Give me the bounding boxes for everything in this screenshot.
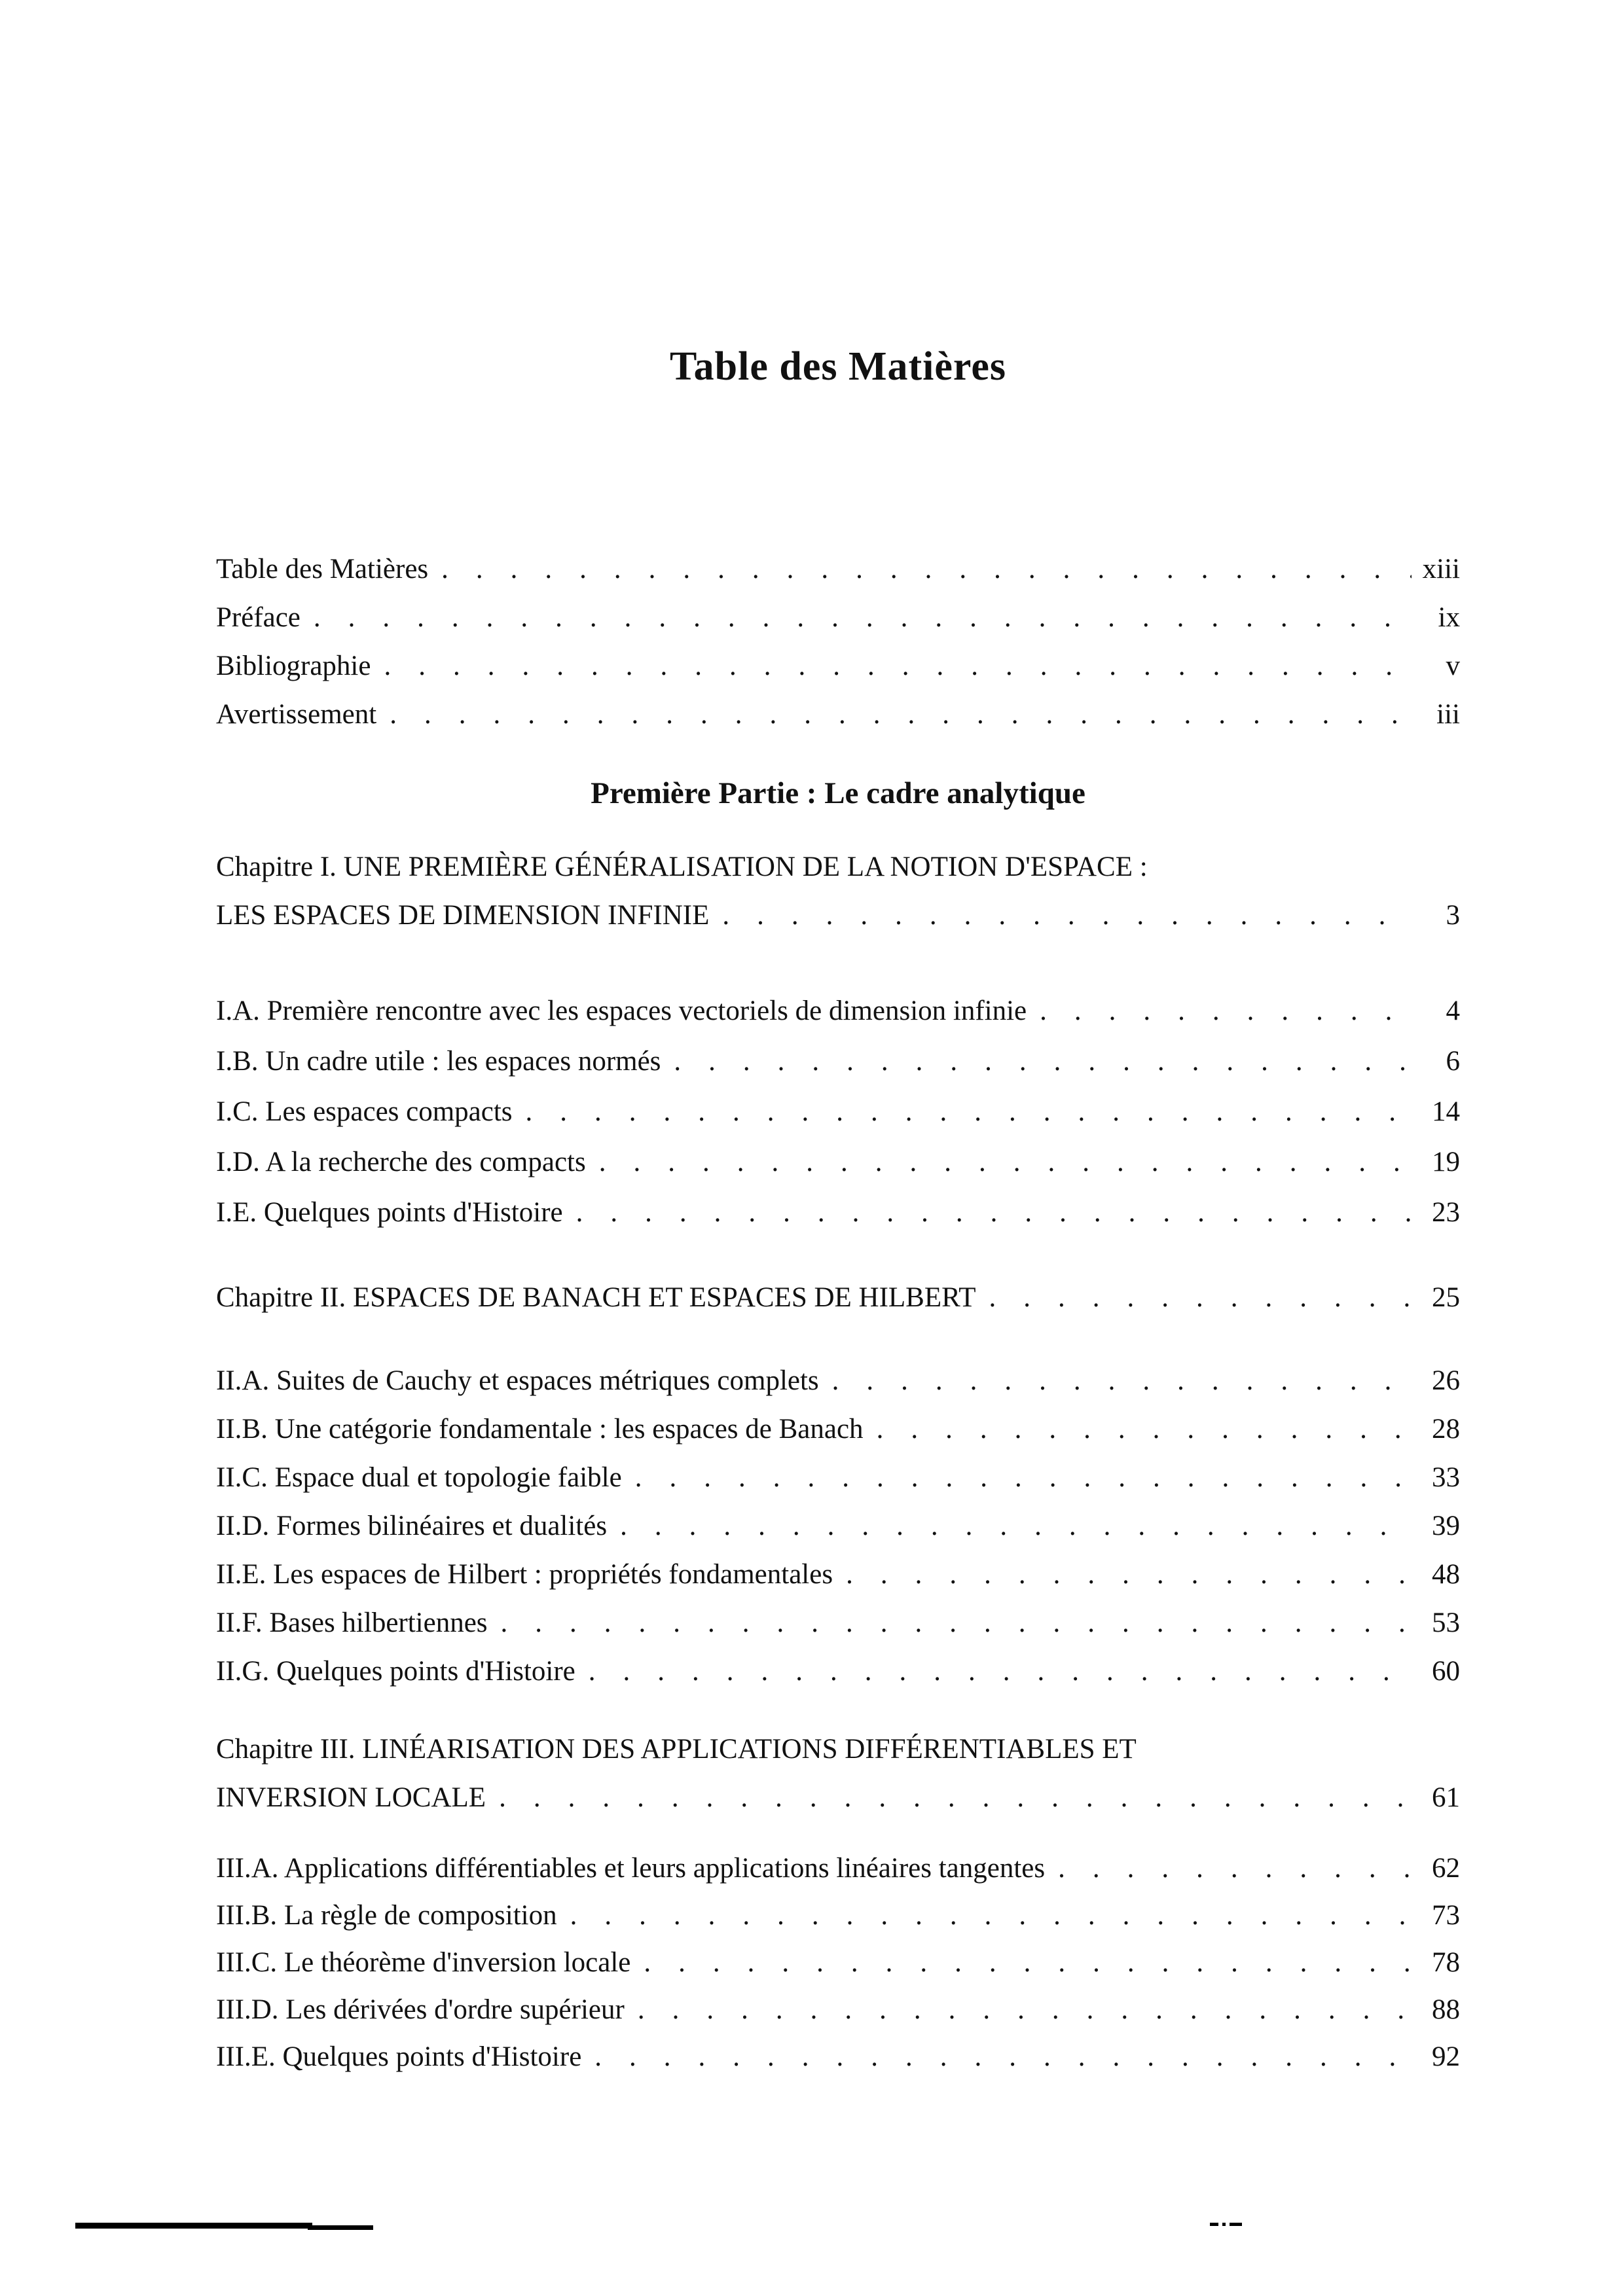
chapter2-heading-row	[216, 1282, 1460, 1314]
toc-entry	[216, 650, 1460, 698]
toc-entry	[216, 1462, 1460, 1510]
dot-leader	[722, 899, 1412, 931]
toc-entry-label: I.D. A la recherche des compacts	[216, 1147, 586, 1177]
chapter1-heading-line2: LES ESPACES DE DIMENSION INFINIE	[216, 900, 710, 931]
dot-leader	[638, 1994, 1412, 2026]
toc-entry-label: II.G. Quelques points d'Histoire	[216, 1656, 575, 1687]
toc-entry-label: II.D. Formes bilinéaires et dualités	[216, 1511, 608, 1541]
dot-leader	[620, 1510, 1412, 1542]
dot-leader	[635, 1462, 1412, 1494]
toc-entry-page: ix	[1438, 602, 1460, 633]
dot-leader	[1040, 995, 1412, 1027]
toc-entry-label: III.D. Les dérivées d'ordre supérieur	[216, 1994, 625, 2025]
toc-entry-label: II.F. Bases hilbertiennes	[216, 1607, 488, 1638]
toc-entry-page: 60	[1432, 1656, 1460, 1687]
toc-entry-page: 92	[1432, 2041, 1460, 2072]
toc-entry	[216, 1607, 1460, 1655]
toc-entry	[216, 1852, 1460, 1899]
chapter1-heading-line2-row	[216, 899, 1460, 931]
chapter3-heading-line2: INVERSION LOCALE	[216, 1782, 486, 1813]
dot-leader	[832, 1365, 1412, 1397]
toc-entry-page: 88	[1432, 1994, 1460, 2025]
dot-leader	[589, 1655, 1412, 1687]
part-heading: Première Partie : Le cadre analytique	[591, 776, 1085, 810]
chapter2-heading	[216, 1282, 1460, 1314]
chapter3-sections	[216, 1852, 1460, 2088]
toc-entry-page: 14	[1432, 1096, 1460, 1127]
page-title: Table des Matières	[670, 344, 1006, 389]
dot-leader	[1058, 1852, 1412, 1884]
toc-entry-label: III.E. Quelques points d'Histoire	[216, 2041, 582, 2072]
toc-entry-label: I.E. Quelques points d'Histoire	[216, 1197, 563, 1228]
toc-entry-page: 53	[1432, 1607, 1460, 1638]
dot-leader	[599, 1146, 1412, 1178]
toc-entry	[216, 1558, 1460, 1607]
dot-leader	[384, 650, 1412, 682]
toc-entry-page: 19	[1432, 1147, 1460, 1177]
toc-entry-label: II.C. Espace dual et topologie faible	[216, 1462, 622, 1493]
toc-entry-page: 62	[1432, 1853, 1460, 1884]
footer-dash-mark	[1210, 2223, 1242, 2226]
dot-leader	[594, 2041, 1412, 2073]
toc-entry-page: 33	[1432, 1462, 1460, 1493]
toc-entry-page: 48	[1432, 1559, 1460, 1590]
toc-entry	[216, 1196, 1460, 1247]
toc-entry-label: II.E. Les espaces de Hilbert : propriétés fondamentales	[216, 1559, 833, 1590]
toc-entry	[216, 1146, 1460, 1196]
chapter3-heading-line1: Chapitre III. LINÉARISATION DES APPLICATIONS DIFFÉRENTIABLES ET	[216, 1734, 1137, 1765]
toc-entry	[216, 1096, 1460, 1146]
toc-entry	[216, 1510, 1460, 1558]
dot-leader	[441, 553, 1412, 585]
footer-rule	[75, 2223, 312, 2229]
dot-leader	[644, 1946, 1412, 1979]
dash-icon	[1230, 2223, 1242, 2226]
toc-entry-label: III.A. Applications différentiables et leurs applications linéaires tangentes	[216, 1853, 1046, 1884]
toc-entry-page: 39	[1432, 1511, 1460, 1541]
dot-leader	[570, 1899, 1412, 1931]
toc-entry	[216, 601, 1460, 650]
footer-rule	[308, 2225, 373, 2230]
toc-entry-label: II.B. Une catégorie fondamentale : les espaces de Banach	[216, 1414, 864, 1444]
toc-entry-page: xiii	[1422, 554, 1460, 584]
dot-leader	[674, 1045, 1412, 1077]
front-matter-list	[216, 553, 1460, 747]
toc-entry	[216, 1365, 1460, 1413]
toc-entry	[216, 553, 1460, 601]
toc-entry	[216, 1899, 1460, 1946]
chapter1-heading	[216, 851, 1460, 931]
dot-leader	[989, 1282, 1412, 1314]
toc-entry	[216, 1655, 1460, 1704]
dot-leader	[576, 1196, 1412, 1229]
toc-entry	[216, 1994, 1460, 2041]
toc-entry-page: 4	[1446, 996, 1460, 1026]
toc-entry-page: 73	[1432, 1900, 1460, 1931]
dash-icon	[1222, 2223, 1226, 2226]
toc-entry-page: iii	[1436, 699, 1460, 730]
dash-icon	[1210, 2223, 1218, 2226]
toc-entry-label: Table des Matières	[216, 554, 429, 584]
chapter2-sections	[216, 1365, 1460, 1704]
toc-entry-label: Préface	[216, 602, 301, 633]
toc-entry-label: Avertissement	[216, 699, 377, 730]
chapter2-heading-line1: Chapitre II. ESPACES DE BANACH ET ESPACES DE HILBERT	[216, 1282, 976, 1313]
chapter3-heading	[216, 1733, 1460, 1814]
toc-entry-page: 6	[1446, 1046, 1460, 1077]
toc-entry-label: I.C. Les espaces compacts	[216, 1096, 513, 1127]
dot-leader	[501, 1607, 1412, 1639]
toc-entry-label: I.A. Première rencontre avec les espaces vectoriels de dimension infinie	[216, 996, 1027, 1026]
toc-entry	[216, 995, 1460, 1045]
toc-entry-label: III.C. Le théorème d'inversion locale	[216, 1947, 631, 1978]
toc-entry-page: v	[1446, 651, 1460, 681]
toc-entry	[216, 1413, 1460, 1462]
toc-entry-page: 26	[1432, 1365, 1460, 1396]
chapter2-page: 25	[1432, 1282, 1460, 1313]
toc-entry	[216, 698, 1460, 747]
dot-leader	[526, 1096, 1412, 1128]
toc-entry-label: Bibliographie	[216, 651, 371, 681]
dot-leader	[846, 1558, 1412, 1590]
toc-entry-page: 28	[1432, 1414, 1460, 1444]
dot-leader	[877, 1413, 1412, 1445]
toc-entry-label: III.B. La règle de composition	[216, 1900, 557, 1931]
chapter3-page: 61	[1432, 1782, 1460, 1813]
toc-entry-page: 23	[1432, 1197, 1460, 1228]
toc-entry-label: I.B. Un cadre utile : les espaces normés	[216, 1046, 661, 1077]
dot-leader	[499, 1782, 1412, 1814]
chapter1-sections	[216, 995, 1460, 1247]
toc-entry-page: 78	[1432, 1947, 1460, 1978]
chapter1-heading-line1: Chapitre I. UNE PREMIÈRE GÉNÉRALISATION DE LA NOTION D'ESPACE :	[216, 852, 1148, 882]
dot-leader	[314, 601, 1412, 634]
dot-leader	[390, 698, 1412, 730]
toc-entry	[216, 1946, 1460, 1994]
chapter1-page: 3	[1446, 900, 1460, 931]
chapter3-heading-line2-row	[216, 1782, 1460, 1814]
toc-entry	[216, 2041, 1460, 2088]
toc-entry-label: II.A. Suites de Cauchy et espaces métriques complets	[216, 1365, 819, 1396]
toc-entry	[216, 1045, 1460, 1096]
